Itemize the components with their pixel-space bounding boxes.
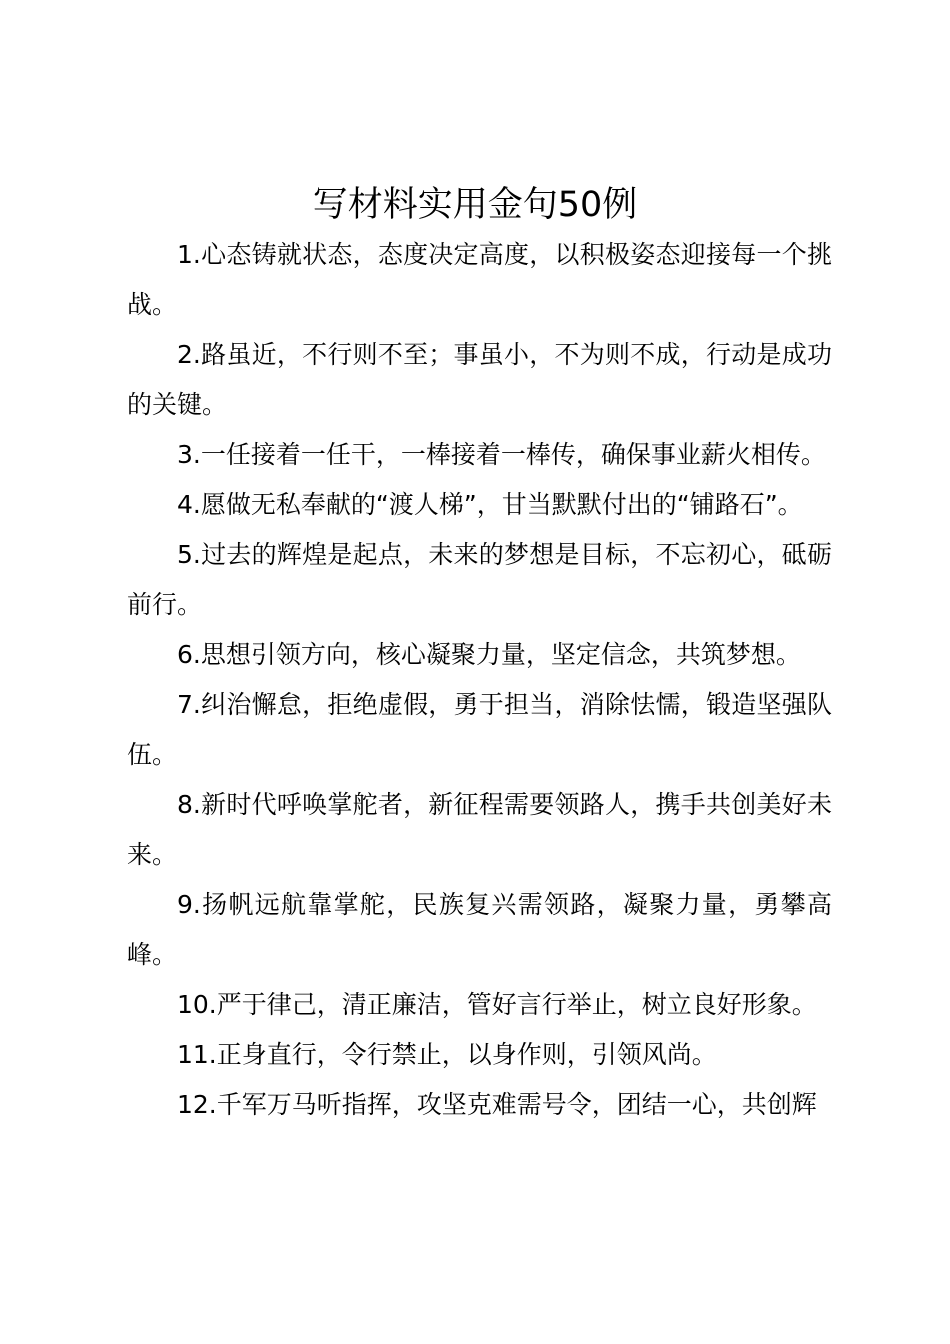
paragraph: 11.正身直行，令行禁止，以身作则，引领风尚。 [177, 1040, 717, 1069]
paragraph: 6.思想引领方向，核心凝聚力量，坚定信念，共筑梦想。 [177, 640, 801, 669]
paragraph: 5.过去的辉煌是起点，未来的梦想是目标，不忘初心，砥砺前行。 [127, 540, 832, 619]
paragraph: 8.新时代呼唤掌舵者，新征程需要领路人，携手共创美好未来。 [127, 790, 832, 869]
paragraph: 3.一任接着一任干，一棒接着一棒传，确保事业薪火相传。 [177, 440, 826, 469]
paragraph: 10.严于律己，清正廉洁，管好言行举止，树立良好形象。 [177, 990, 817, 1019]
paragraph: 4.愿做无私奉献的“渡人梯”，甘当默默付出的“铺路石”。 [177, 490, 803, 519]
paragraph: 12.千军万马听指挥，攻坚克难需号令，团结一心，共创辉 [177, 1090, 817, 1119]
document-title: 写材料实用金句50例 [312, 185, 638, 225]
document-body [127, 230, 832, 1130]
paragraph: 1.心态铸就状态，态度决定高度，以积极姿态迎接每一个挑战。 [127, 240, 832, 319]
paragraph: 9.扬帆远航靠掌舵，民族复兴需领路，凝聚力量，勇攀高峰。 [127, 890, 832, 969]
paragraph: 7.纠治懈怠，拒绝虚假，勇于担当，消除怯懦，锻造坚强队伍。 [127, 690, 832, 769]
paragraph: 2.路虽近，不行则不至；事虽小，不为则不成，行动是成功的关键。 [127, 340, 832, 419]
